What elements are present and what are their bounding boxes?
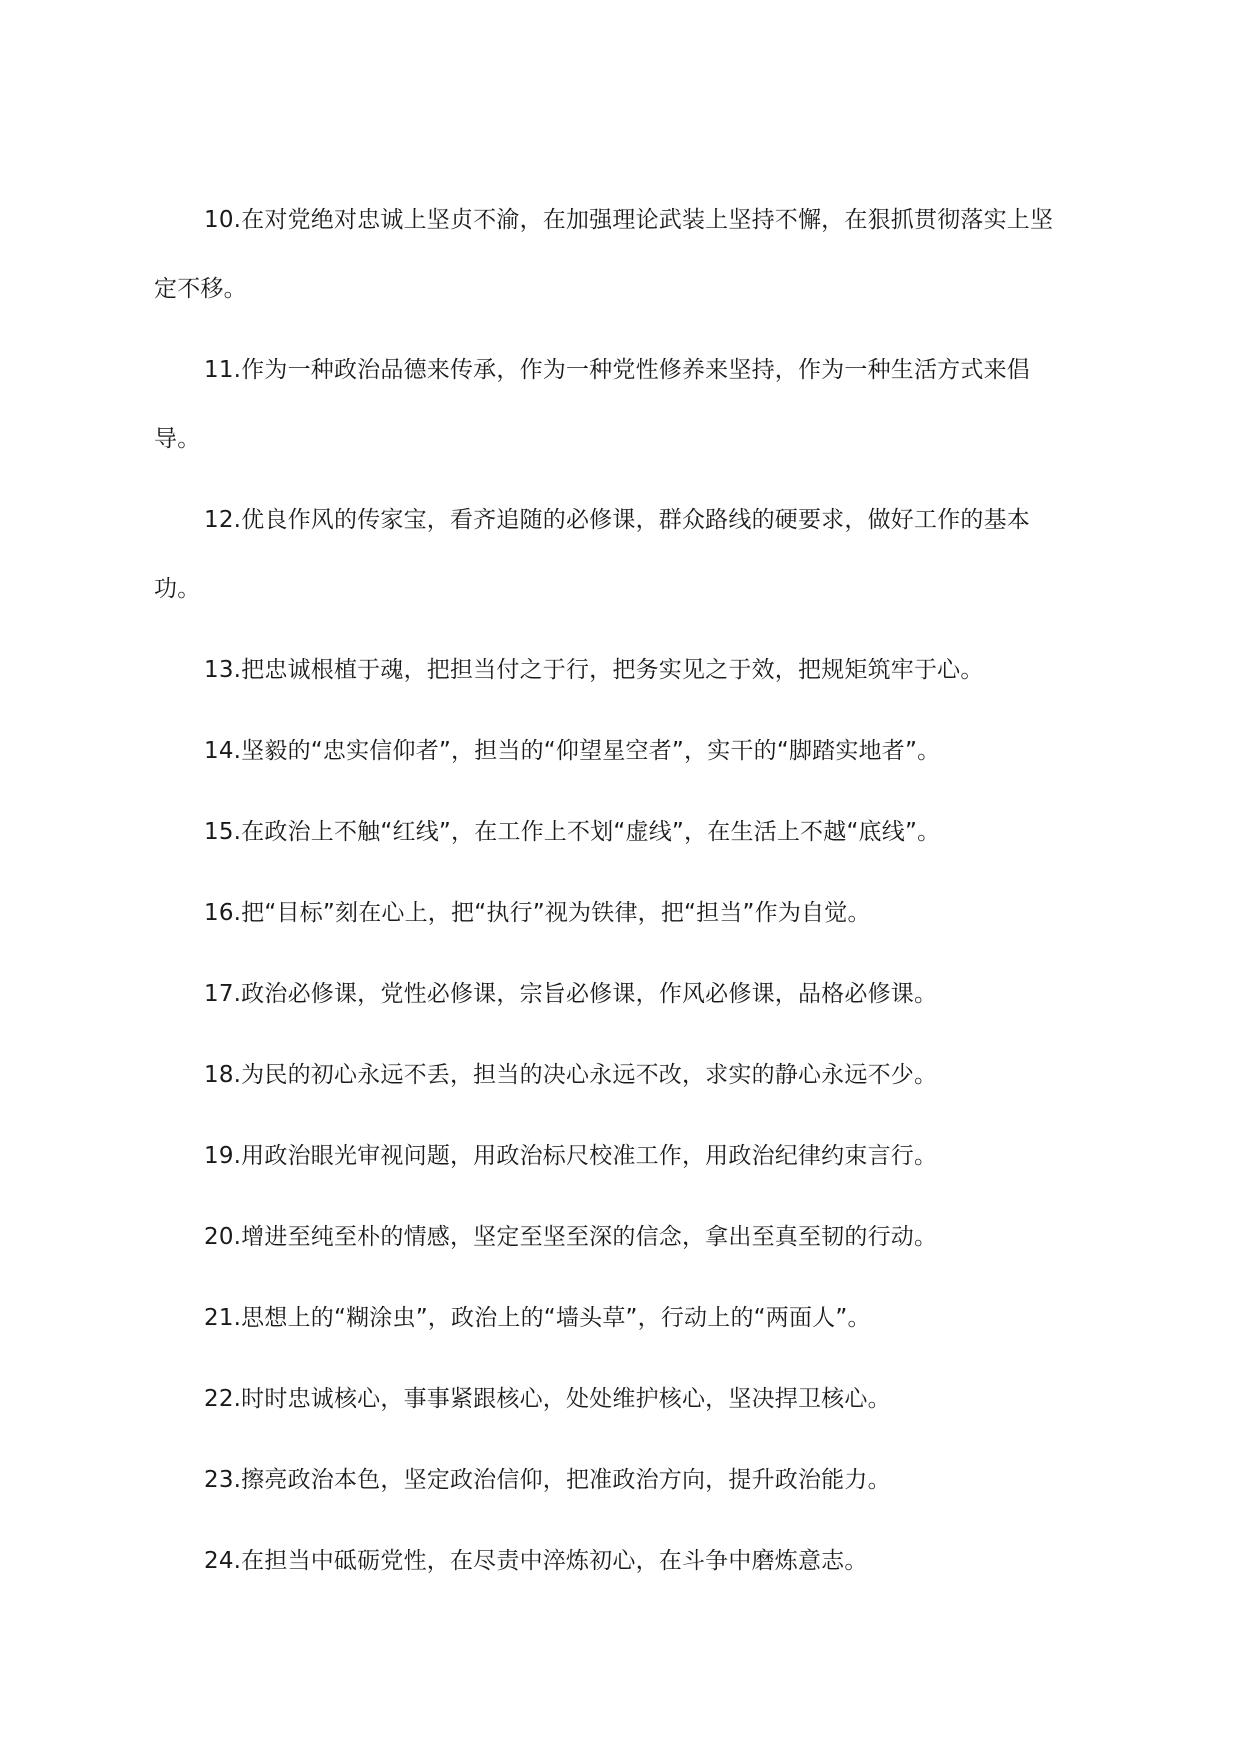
paragraph-19: 19.用政治眼光审视问题，用政治标尺校准工作，用政治纪律约束言行。	[204, 1143, 938, 1169]
paragraph-23: 23.擦亮政治本色，坚定政治信仰，把准政治方向，提升政治能力。	[204, 1467, 891, 1493]
paragraph-14: 14.坚毅的“忠实信仰者”，担当的“仰望星空者”，实干的“脚踏实地者”。	[204, 738, 941, 764]
paragraph-15: 15.在政治上不触“红线”，在工作上不划“虚线”，在生活上不越“底线”。	[204, 819, 941, 845]
paragraph-11: 11.作为一种政治品德来传承，作为一种党性修养来坚持，作为一种生活方式来倡导。	[154, 357, 1030, 452]
paragraph-24: 24.在担当中砥砺党性，在尽责中淬炼初心，在斗争中磨炼意志。	[204, 1548, 868, 1574]
paragraph-20: 20.增进至纯至朴的情感，坚定至坚至深的信念，拿出至真至韧的行动。	[204, 1224, 938, 1250]
paragraph-22: 22.时时忠诚核心，事事紧跟核心，处处维护核心，坚决捍卫核心。	[204, 1386, 891, 1412]
paragraph-13: 13.把忠诚根植于魂，把担当付之于行，把务实见之于效，把规矩筑牢于心。	[204, 657, 984, 683]
document-body	[154, 186, 1064, 1608]
paragraph-21: 21.思想上的“糊涂虫”，政治上的“墙头草”，行动上的“两面人”。	[204, 1305, 871, 1331]
paragraph-10: 10.在对党绝对忠诚上坚贞不渝，在加强理论武装上坚持不懈，在狠抓贯彻落实上坚定不移。	[154, 207, 1054, 302]
paragraph-17: 17.政治必修课，党性必修课，宗旨必修课，作风必修课，品格必修课。	[204, 981, 938, 1007]
paragraph-16: 16.把“目标”刻在心上，把“执行”视为铁律，把“担当”作为自觉。	[204, 900, 871, 926]
paragraph-12: 12.优良作风的传家宝，看齐追随的必修课，群众路线的硬要求，做好工作的基本功。	[154, 507, 1030, 602]
paragraph-18: 18.为民的初心永远不丢，担当的决心永远不改，求实的静心永远不少。	[204, 1062, 938, 1088]
